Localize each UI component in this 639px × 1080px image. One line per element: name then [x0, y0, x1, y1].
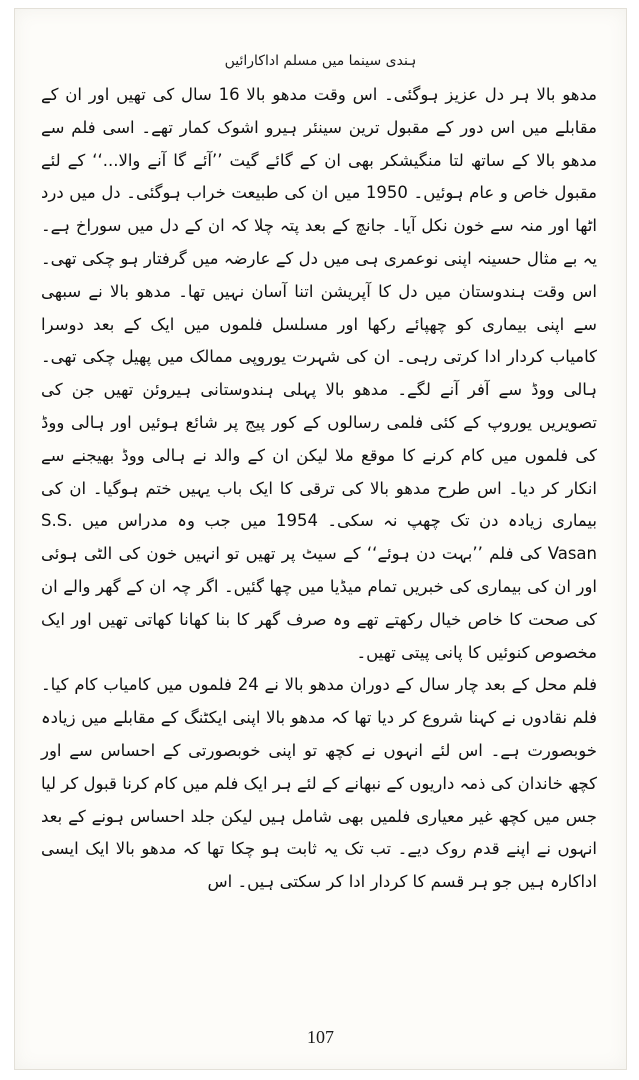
paragraph-2: فلم محل کے بعد چار سال کے دوران مدھو بالا نے 24 فلموں میں کامیاب کام کیا۔ فلم نقادوں نے کہنا شروع کر دیا تھا کہ مدھو بالا اپنی ایکٹنگ کے مقابلے میں زیادہ خوبصورت ہے۔ اس لئے انہوں نے کچھ تو اپنی خوبصورتی کے احساس سے اور کچھ خاندان کی ذمہ داریوں کے نبھانے کے لئے ہر ایک فلم میں کام کرنا قبول کر لیا جس میں کچھ غیر معیاری فلمیں بھی شامل ہیں لیکن جلد احساس ہونے کے بعد انہوں نے اپنے قدم روک دیے۔ تب تک یہ ثابت ہو چکا تھا کہ مدھو بالا ایک ایسی اداکارہ ہیں جو ہر قسم کا کردار ادا کر سکتی ہیں۔ اس	[41, 675, 597, 892]
body-text	[41, 79, 597, 899]
paragraph-1: مدھو بالا ہر دل عزیز ہوگئی۔ اس وقت مدھو بالا 16 سال کی تھیں اور ان کے مقابلے میں اس دور کے مقبول ترین سینئر ہیرو اشوک کمار تھے۔ اسی فلم سے مدھو بالا کے ساتھ لتا منگیشکر بھی ان کے گائے گیت ’’آئے گا آنے والا...‘‘ کے لئے مقبول خاص و عام ہوئیں۔ 1950 میں ان کی طبیعت خراب ہوگئی۔ دل میں درد اٹھا اور منہ سے خون نکل آیا۔ جانچ کے بعد پتہ چلا کہ ان کے دل میں سوراخ ہے۔ یہ بے مثال حسینہ اپنی نوعمری ہی میں دل کے عارضہ میں گرفتار ہو چکی تھی۔ اس وقت ہندوستان میں دل کا آپریشن اتنا آسان نہیں تھا۔ مدھو بالا نے سبھی سے اپنی بیماری کو چھپائے رکھا اور مسلسل فلموں میں ایک کے بعد دوسرا کامیاب کردار ادا کرتی رہی۔ ان کی شہرت یوروپی ممالک میں پھیل چکی تھی۔ ہالی ووڈ سے آفر آنے لگے۔ مدھو بالا پہلی ہندوستانی ہیروئن تھیں جن کی تصویریں یوروپ کے کئی فلمی رسالوں کے کور پیج پر شائع ہوئیں اور ہالی ووڈ کی فلموں میں کام کرنے کا موقع ملا لیکن ان کے والد نے ہالی ووڈ بھیجنے سے انکار کر دیا۔ اس طرح مدھو بالا کی ترقی کا ایک باب یہیں ختم ہوگیا۔ ان کی بیماری زیادہ دن تک چھپ نہ سکی۔ 1954 میں جب وہ مدراس میں S.S. Vasan کی فلم ’’بہت دن ہوئے‘‘ کے سیٹ پر تھیں تو انہیں خون کی الٹی ہوئی اور ان کی بیماری کی خبریں تمام میڈیا میں چھا گئیں۔ اگر چہ ان کے گھر والے ان کی صحت کا خاص خیال رکھتے تھے وہ صرف گھر کا بنا کھانا کھاتی تھیں اور ایک مخصوص کنوئیں کا پانی پیتی تھیں۔	[41, 85, 598, 662]
page-number: 107	[307, 1027, 334, 1047]
running-header: ہندی سینما میں مسلم اداکارائیں	[224, 53, 417, 69]
book-page	[14, 8, 627, 1070]
